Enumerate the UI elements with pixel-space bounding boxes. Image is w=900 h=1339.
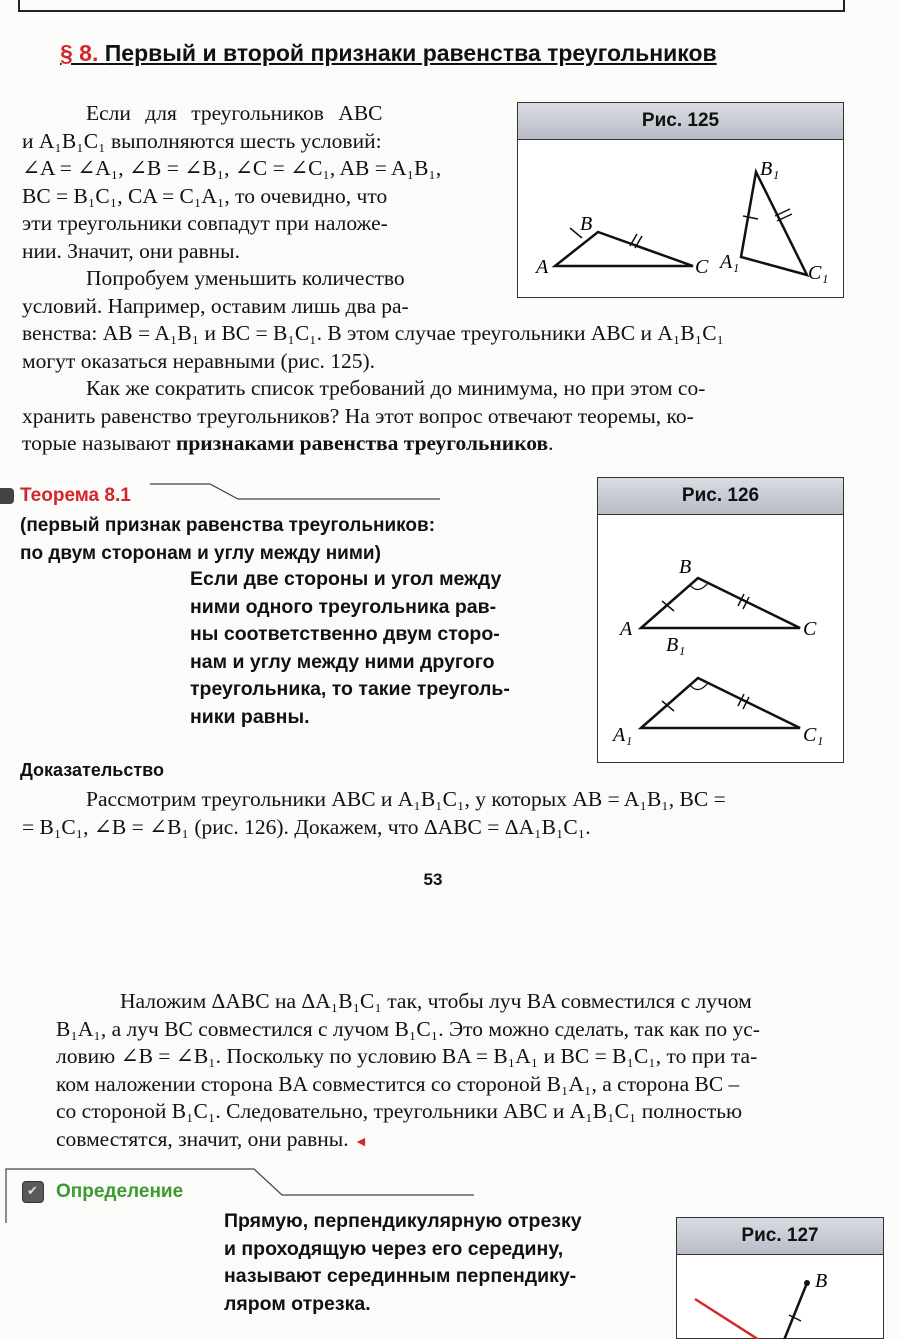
definition-heading: Определение [56,1181,184,1202]
triangle-a1b1c1 [741,172,807,275]
page-number: 53 [423,870,443,889]
theorem-header-line [150,482,450,504]
section-title-text: Первый и второй признаки равенства треугольников [104,40,717,66]
definition-text [224,1208,654,1318]
continuation-line: ловию ∠B = ∠B₁. Поскольку по условию BA = B₁A₁ и BC = B₁C₁, то при та- [56,1044,758,1068]
label-b1: B₁ [666,634,686,656]
perpendicular-line [695,1299,767,1339]
theorem-line: треугольника, то такие треуголь- [190,678,510,700]
continuation-line [56,1126,884,1157]
figure-126-drawing [598,515,843,763]
point-b [804,1280,810,1286]
definition-line: называют серединным перпендику- [224,1265,577,1287]
label-a1: A₁ [720,251,740,273]
top-frame [18,0,845,12]
section-number: § 8. [60,40,99,66]
label-b: B [580,213,593,235]
section-title [60,40,717,67]
continuation-line: B₁A₁, а луч BC совместился с лучом B₁C₁. Это можно сделать, так как по ус- [56,1016,760,1041]
reduce-paragraph [22,320,848,458]
question-line [22,430,848,458]
criteria-term: признаками равенства треугольников [175,431,549,455]
label-b1: B₁ [760,158,780,180]
definition-line: и проходящую через его середину, [224,1237,564,1260]
figure-126 [597,477,844,763]
reduce-line: Попробуем уменьшить количество [86,266,405,290]
label-c1: C₁ [803,724,824,746]
tick-mark [743,216,758,219]
question-line: хранить равенство треугольников? На этот вопрос отвечают теоремы, ко- [22,403,694,428]
segment [782,1283,807,1339]
intro-paragraph [22,100,488,320]
question-text: торые называют [22,431,176,455]
continuation-line: Наложим ΔABC на ΔA₁B₁C₁ так, чтобы луч BA совместился с лучом [120,989,752,1013]
intro-line: ∠A = ∠A₁, ∠B = ∠B₁, ∠C = ∠C₁, AB = A₁B₁, [22,156,442,180]
end-of-proof-icon: ◄ [353,1134,368,1150]
theorem-subtitle [20,512,435,568]
theorem-line: ны соответственно двум сторо- [190,623,500,645]
figure-127-caption: Рис. 127 [677,1218,883,1255]
figure-125-caption: Рис. 125 [518,103,843,140]
label-c1: C₁ [808,262,829,284]
proof-line: Рассмотрим треугольники ABC и A₁B₁C₁, у которых AB = A₁B₁, BC = [86,787,726,811]
theorem-marker-icon [0,488,14,504]
label-a: A [620,618,633,640]
label-b: B [815,1270,828,1292]
figure-127-drawing [677,1255,883,1339]
theorem-heading: Теорема 8.1 [20,485,131,506]
continuation-text: совместятся, значит, они равны. [56,1126,354,1151]
continuation-paragraph [56,988,884,1156]
theorem-statement [190,566,568,731]
label-a: A [536,256,549,278]
proof-line: = B₁C₁, ∠B = ∠B₁ (рис. 126). Докажем, что ΔABC = ΔA₁B₁C₁. [22,814,591,839]
continuation-line: ком наложении сторона BA совместится со стороной B₁A₁, а сторона BC – [56,1071,740,1096]
reduce-line: венства: AB = A₁B₁ и BC = B₁C₁. В этом случае треугольники ABC и A₁B₁C₁ [22,321,725,345]
definition-line: Прямую, перпендикулярную отрезку [224,1210,582,1232]
intro-line: Если для треугольников ABC [86,101,383,125]
label-a1: A₁ [613,724,633,746]
definition-line: ляром отрезка. [224,1292,371,1315]
figure-126-caption: Рис. 126 [598,478,843,515]
theorem-subtitle-line: по двум сторонам и углу между ними) [20,543,381,564]
theorem-line: ники равны. [190,705,310,728]
question-end: . [548,431,554,455]
checkbox-icon [22,1181,44,1203]
proof-heading: Доказательство [20,760,164,780]
theorem-subtitle-line: (первый признак равенства треугольников: [20,515,436,536]
label-c: C [803,618,817,640]
theorem-line: нам и углу между ними другого [190,650,495,673]
intro-line: нии. Значит, они равны. [22,238,240,263]
intro-line: эти треугольники совпадут при наложе- [22,211,388,235]
reduce-line: условий. Например, оставим лишь два ра- [22,293,409,318]
theorem-line: Если две стороны и угол между [190,568,502,590]
proof-paragraph [22,786,848,841]
triangle-abc [555,232,693,266]
theorem-line: ними одного треугольника рав- [190,595,497,618]
figure-127 [676,1217,884,1339]
continuation-line: со стороной B₁C₁. Следовательно, треугольники ABC и A₁B₁C₁ полностью [56,1099,743,1123]
figure-125-drawing [518,140,843,298]
label-c: C [695,256,709,278]
intro-line: BC = B₁C₁, CA = C₁A₁, то очевидно, что [22,183,388,208]
reduce-line: могут оказаться неравными (рис. 125). [22,348,376,373]
label-b: B [679,556,692,578]
intro-line: и A₁B₁C₁ выполняются шесть условий: [22,128,382,153]
figure-125 [517,102,844,298]
question-line: Как же сократить список требований до минимума, но при этом со- [86,376,706,400]
